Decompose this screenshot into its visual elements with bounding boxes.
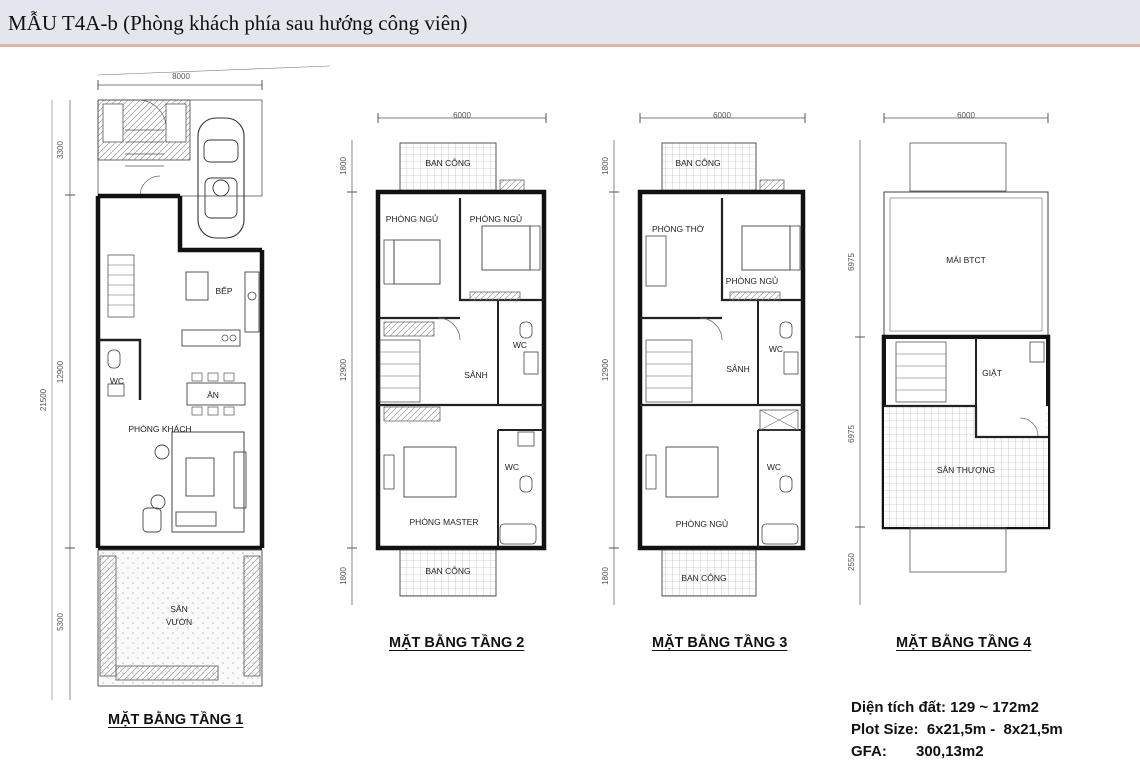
floor-1-dim-body: 12900: [56, 360, 65, 384]
floor-1-caption: MẶT BẰNG TẦNG 1: [108, 712, 244, 728]
room-label-laundry: GIẶT: [982, 368, 1002, 378]
room-label-bedroom-1: PHÒNG NGỦ: [385, 214, 439, 224]
room-label-balcony-top: BAN CÔNG: [425, 158, 471, 168]
room-label-balcony-top: BAN CÔNG: [675, 158, 721, 168]
floor-4-dim-bottom: 2550: [847, 553, 856, 571]
floor-4-dim-top: 6975: [847, 253, 856, 271]
room-label-garden-2: VƯỜN: [165, 617, 193, 627]
room-label-worship: PHÒNG THỜ: [652, 224, 704, 234]
room-label-roof: MÁI BTCT: [946, 255, 986, 265]
room-label-kitchen: BẾP: [215, 286, 233, 296]
floor-2-dim-top: 1800: [339, 157, 348, 175]
room-label-wc-2: WC: [504, 462, 520, 472]
room-label-living: PHÒNG KHÁCH: [128, 424, 192, 434]
room-label-bedroom-2: PHÒNG NGỦ: [469, 214, 523, 224]
floor-2-width-dim: 6000: [453, 111, 471, 120]
floor-3-width-dim: 6000: [713, 111, 731, 120]
floor-1-dim-garden: 5300: [56, 613, 65, 631]
gfa-text: GFA: 300,13m2: [851, 743, 984, 760]
floor-3-plan: [609, 113, 805, 605]
room-label-bedroom-1: PHÒNG NGỦ: [725, 276, 779, 286]
room-label-hall: SẢNH: [464, 370, 488, 380]
floor-2-caption: MẶT BẰNG TẦNG 2: [389, 635, 525, 651]
floor-4-width-dim: 6000: [957, 111, 975, 120]
room-label-master: PHÒNG MASTER: [409, 517, 479, 527]
room-label-wc: WC: [109, 376, 125, 386]
floor-2-dim-bottom: 1800: [339, 567, 348, 585]
floor-3-dim-top: 1800: [601, 157, 610, 175]
floor-3-dim-bottom: 1800: [601, 567, 610, 585]
floor-3-caption: MẶT BẰNG TẦNG 3: [652, 635, 788, 651]
floor-4-caption: MẶT BẰNG TẦNG 4: [896, 635, 1032, 651]
room-label-dining: ĂN: [207, 390, 219, 400]
floor-2-dim-body: 12900: [339, 358, 348, 382]
floor-2-plan: [347, 113, 546, 605]
floor-4-plan: [855, 113, 1048, 605]
room-label-wc-1: WC: [768, 344, 784, 354]
car-icon: [198, 118, 244, 238]
land-area-text: Diện tích đất: 129 ~ 172m2: [851, 699, 1039, 716]
room-label-balcony-bottom: BAN CÔNG: [681, 573, 727, 583]
floor-3-dim-body: 12900: [601, 358, 610, 382]
plot-size-text: Plot Size: 6x21,5m - 8x21,5m: [851, 721, 1063, 738]
page-title: MẪU T4A-b (Phòng khách phía sau hướng công viên): [8, 11, 468, 35]
room-label-wc-1: WC: [512, 340, 528, 350]
floor-4-dim-middle: 6975: [847, 425, 856, 443]
floor-1-dim-total: 21500: [39, 388, 48, 412]
room-label-terrace: SÂN THƯỢNG: [936, 465, 996, 475]
floor-1-width-dim: 8000: [172, 72, 190, 81]
room-label-wc-2: WC: [766, 462, 782, 472]
room-label-bedroom-2: PHÒNG NGỦ: [675, 519, 729, 529]
floor-1-plan: [52, 66, 330, 700]
room-label-balcony-bottom: BAN CÔNG: [425, 566, 471, 576]
room-label-garden-1: SÂN: [170, 604, 188, 614]
room-label-hall: SẢNH: [726, 364, 750, 374]
floor-1-dim-carport: 3300: [56, 141, 65, 159]
